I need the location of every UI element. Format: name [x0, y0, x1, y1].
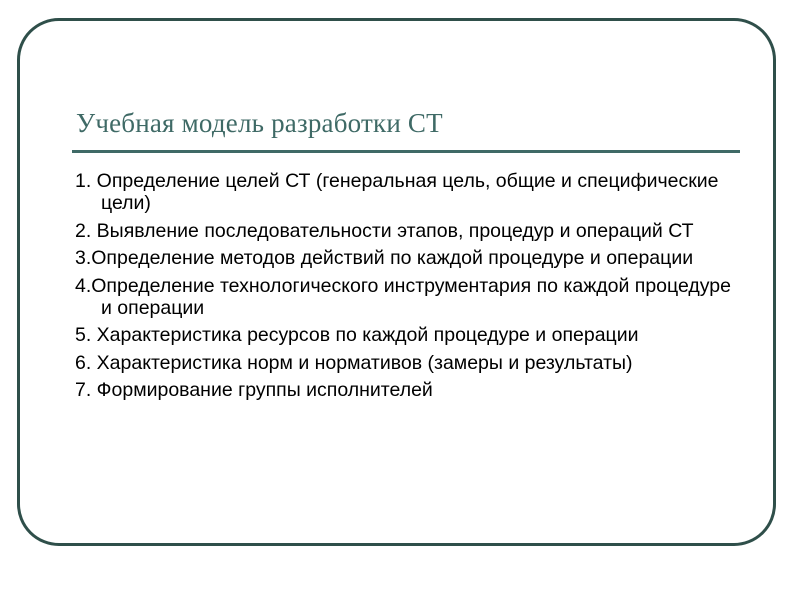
- list-item: 3.Определение методов действий по каждой процедуре и операции: [75, 247, 694, 269]
- title-underline: [72, 150, 740, 153]
- list-item: 2. Выявление последовательности этапов, процедур и операций СТ: [75, 219, 694, 242]
- content-list: [75, 170, 740, 407]
- slide-title: Учебная модель разработки СТ: [76, 108, 443, 138]
- list-item: 7. Формирование группы исполнителей: [75, 379, 433, 401]
- list-item: 1. Определение целей СТ (генеральная цель, общие и специфические цели): [75, 170, 719, 214]
- list-item: 4.Определение технологического инструментария по каждой процедуре и операции: [75, 274, 731, 319]
- list-item: 5. Характеристика ресурсов по каждой процедуре и операции: [75, 324, 639, 346]
- list-item: 6. Характеристика норм и нормативов (замеры и результаты): [75, 351, 633, 374]
